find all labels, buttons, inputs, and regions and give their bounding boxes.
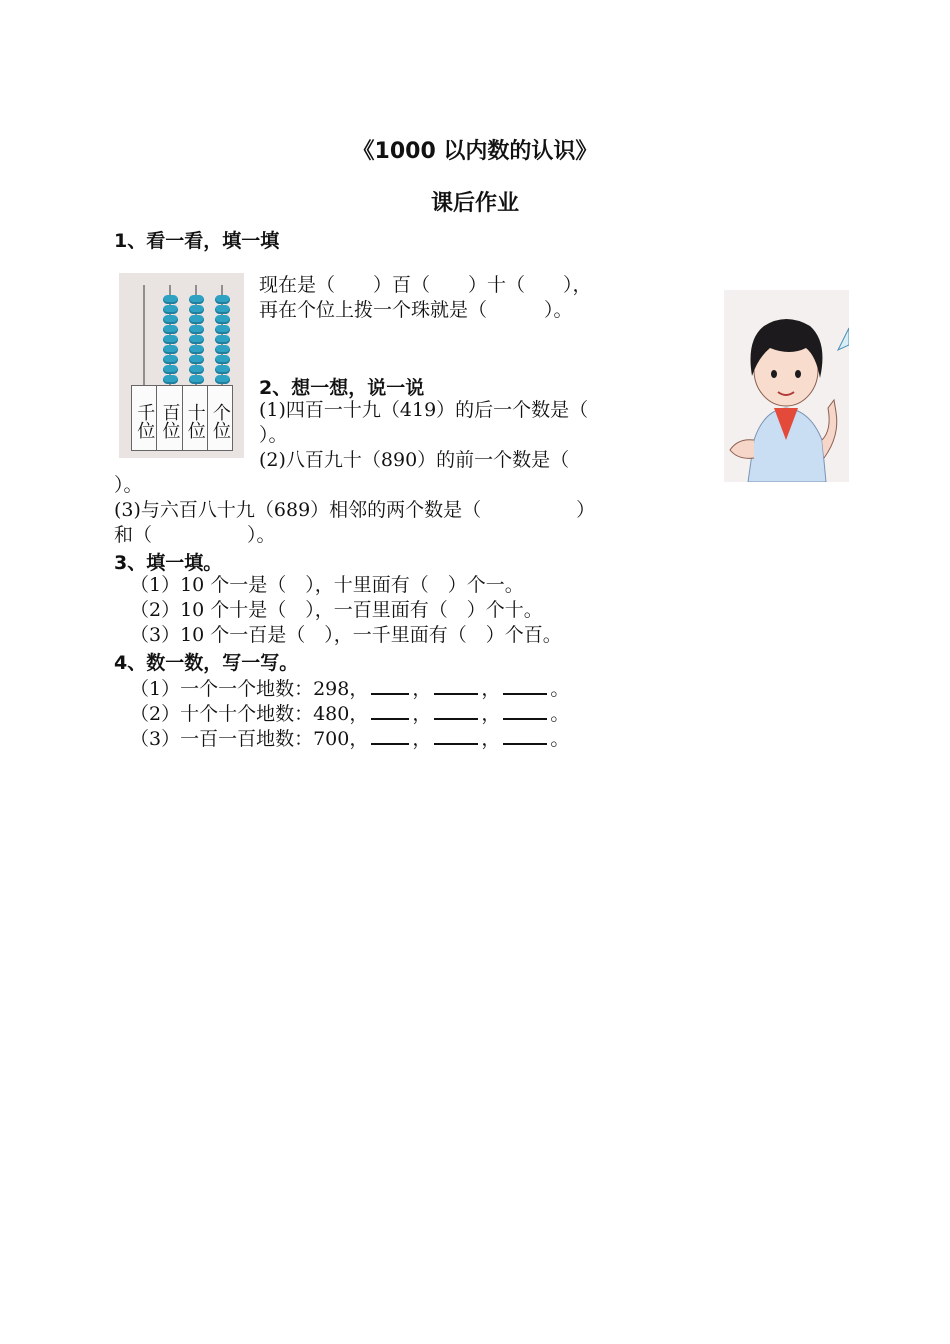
q2-item3-end: 和（ ）。 [114, 524, 276, 546]
abacus-bead [163, 345, 178, 354]
q2-item2-end: ）。 [114, 474, 143, 496]
girl-illustration [724, 290, 849, 482]
abacus-bead [163, 365, 178, 374]
q3-item3: （3）10 个一百是（ ），一千里面有（ ）个百。 [130, 624, 562, 646]
period: 。 [550, 728, 570, 750]
separator: ， [481, 703, 501, 725]
abacus-bead [215, 365, 230, 374]
abacus-bead [189, 375, 204, 384]
abacus-bead [163, 305, 178, 314]
answer-blank[interactable] [503, 723, 547, 745]
abacus-bead [189, 315, 204, 324]
answer-blank[interactable] [434, 698, 478, 720]
abacus-bead [189, 335, 204, 344]
answer-blank[interactable] [434, 673, 478, 695]
abacus-image [119, 273, 244, 458]
place-hundreds: 百位 [157, 386, 182, 450]
separator: ， [412, 678, 432, 700]
abacus-bead [189, 305, 204, 314]
abacus-bead [163, 315, 178, 324]
page-title: 《1000 以内数的认识》 [352, 139, 598, 164]
place-thousands: 千位 [132, 386, 157, 450]
abacus-bead [163, 355, 178, 364]
period: 。 [550, 678, 570, 700]
q1-heading: 1、看一看，填一填 [114, 230, 280, 252]
abacus-bead [189, 355, 204, 364]
q2-heading: 2、想一想，说一说 [259, 377, 425, 399]
abacus-bead [163, 375, 178, 384]
q1-line2: 再在个位上拨一个珠就是（ ）。 [259, 299, 573, 321]
abacus-bead [163, 335, 178, 344]
q2-item3: (3)与六百八十九（689）相邻的两个数是（ ） [114, 499, 596, 521]
q4-item2-prefix: （2）十个十个地数：480， [130, 703, 369, 725]
q2-item2: (2)八百九十（890）的前一个数是（ [259, 449, 570, 471]
q3-item1: （1）10 个一是（ ），十里面有（ ）个一。 [130, 574, 524, 596]
place-tens: 十位 [183, 386, 208, 450]
q4-item3-prefix: （3）一百一百地数：700， [130, 728, 369, 750]
abacus-bead [189, 365, 204, 374]
place-ones: 个位 [210, 403, 231, 439]
abacus-bead [215, 375, 230, 384]
separator: ， [412, 703, 432, 725]
q1-line1: 现在是（ ）百（ ）十（ ）， [259, 274, 592, 296]
abacus-bead [215, 325, 230, 334]
abacus-place-labels [131, 385, 233, 451]
separator: ， [412, 728, 432, 750]
answer-blank[interactable] [503, 698, 547, 720]
q4-heading: 4、数一数，写一写。 [114, 652, 299, 674]
abacus-bead [215, 295, 230, 304]
abacus-bead [189, 345, 204, 354]
abacus-bead [215, 355, 230, 364]
q2-item1-end: ）。 [259, 424, 288, 446]
abacus-bead [215, 335, 230, 344]
page-subtitle: 课后作业 [430, 191, 519, 216]
period: 。 [550, 703, 570, 725]
abacus-bead [189, 295, 204, 304]
answer-blank[interactable] [371, 723, 409, 745]
answer-blank[interactable] [371, 673, 409, 695]
answer-blank[interactable] [503, 673, 547, 695]
abacus-bead [163, 295, 178, 304]
abacus-bead [215, 315, 230, 324]
answer-blank[interactable] [371, 698, 409, 720]
q4-item3 [130, 723, 569, 752]
abacus-bead [215, 305, 230, 314]
answer-blank[interactable] [434, 723, 478, 745]
abacus-bead [215, 345, 230, 354]
q4-item1-prefix: （1）一个一个地数：298， [130, 678, 369, 700]
q3-item2: （2）10 个十是（ ），一百里面有（ ）个十。 [130, 599, 543, 621]
abacus-bead [189, 325, 204, 334]
separator: ， [481, 728, 501, 750]
q2-item1: (1)四百一十九（419）的后一个数是（ [259, 399, 589, 421]
q3-heading: 3、填一填。 [114, 552, 223, 574]
abacus-bead [163, 325, 178, 334]
separator: ， [481, 678, 501, 700]
